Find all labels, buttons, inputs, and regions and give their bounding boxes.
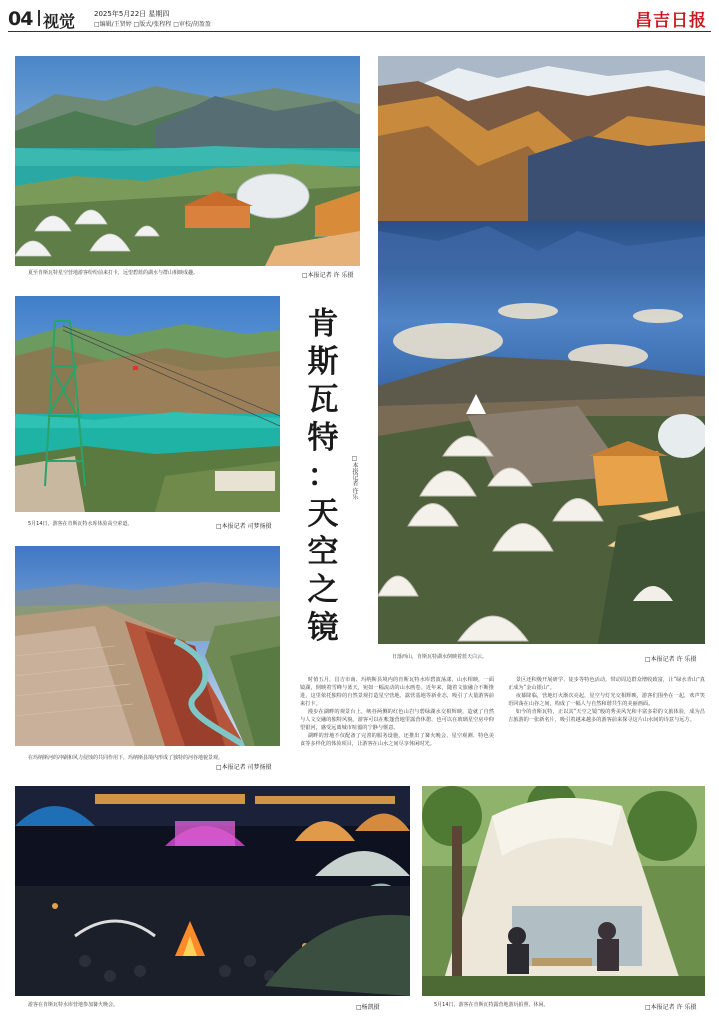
photo-credit-5: □杨凯摄 (356, 1004, 380, 1011)
photo-credit-6: □本报记者 许 乐摄 (645, 1004, 697, 1011)
photo-lake-domes (15, 56, 360, 266)
photo-caption-3: 在玛纳斯河的冲刷和风力侵蚀的共同作用下，玛纳斯县境内形成了独特的河谷地貌景观。 (28, 755, 224, 761)
photo-caption-2: 5月14日，游客在肯斯瓦特水库体验高空索道。 (28, 521, 133, 527)
photo-tent-visitors (422, 786, 705, 996)
title-char: 镜 (307, 610, 339, 646)
title-char: 特 (307, 420, 339, 456)
editor-credits: □编辑/王贤婷 □版式/张程程 □审校/胡盈盈 (94, 21, 211, 28)
body-paragraph: 景区还积极开展研学、徒步等特色活动，带动周边群众增收致富，让“绿水青山”真正成为“金山银山”。 (508, 677, 705, 691)
page-header (8, 6, 711, 32)
body-paragraph: 漫步在湖畔的观景台上，峡谷两侧的红色山岩与碧绿湖水交相辉映，造就了自然与人文交融的独特风貌。游客可以在帐篷营地里露营休憩，也可以在玻璃星空房中仰望银河，感受远离城市喧嚣的宁静与惬意。 (300, 709, 494, 731)
title-char: 空 (307, 534, 339, 570)
photo-night-bonfire (15, 786, 410, 996)
article-body-right (508, 676, 705, 724)
photo-canyon-river (15, 546, 280, 746)
title-char: ： (307, 458, 339, 494)
section-name: 视觉 (43, 12, 76, 31)
body-paragraph: 如今的肯斯瓦特，正以其“天空之镜”般的秀美风光和丰富多彩的文旅体验，成为昌吉旅游的一张新名片，吸引着越来越多的游客前来探寻这片山水间的诗意与远方。 (508, 709, 705, 723)
header-divider (38, 10, 40, 26)
photo-credit-1: □本报记者 许 乐摄 (302, 272, 354, 279)
body-paragraph: 时值五月，昌吉市南、玛纳斯县境内的肯斯瓦特水库碧波荡漾、山水相映，一面镜湖，倒映着雪峰与蓝天，宛如一幅流动的山水画卷。近年来，随着文旅融合不断推进，这里依托独特的自然景观打造星空营地、露营基地等新业态，吸引了大量游客前来打卡。 (300, 677, 494, 707)
body-paragraph: 夜幕降临，营地灯火渐次亮起，星空与灯光交相辉映，游客们围坐在一起，欢声笑语回荡在山谷之间，构成了一幅人与自然和谐共生的美丽画面。 (508, 693, 705, 707)
title-char: 瓦 (307, 382, 339, 418)
title-char: 之 (307, 572, 339, 608)
article-title (300, 305, 346, 647)
title-char: 斯 (307, 344, 339, 380)
title-char: 肯 (307, 306, 339, 342)
photo-credit-4: □本报记者 许 乐摄 (645, 656, 697, 663)
article-body-left (300, 676, 494, 748)
article-byline: □本报记者 许乐 (351, 455, 358, 500)
photo-caption-5: 游客在肯斯瓦特水库营地参加篝火晚会。 (28, 1002, 119, 1008)
photo-caption-1: 夏至肯斯瓦特星空营地游客纷纷前来打卡，远望碧蓝的湖水与群山相映成趣。 (28, 270, 199, 276)
photo-cable-tower (15, 296, 280, 512)
issue-date: 2025年5月22日 星期四 (94, 10, 170, 18)
body-paragraph: 湖畔的营地不仅配备了完善的服务设施，还推出了篝火晚会、星空观测、特色美食等多样化的体验项目，让游客在山水之间尽享休闲时光。 (300, 733, 494, 747)
page-number: 04 (8, 8, 33, 30)
photo-credit-2: □本报记者 司梦扬摄 (216, 523, 272, 530)
photo-caption-6: 5月14日，游客在肯斯瓦特露营地游玩拍照、休闲。 (434, 1002, 549, 1008)
photo-caption-4: 日落西山，肯斯瓦特湖水倒映着蓝天白云。 (392, 654, 488, 660)
photo-mirror-lake-camp (378, 56, 705, 644)
photo-credit-3: □本报记者 司梦扬摄 (216, 764, 272, 771)
title-char: 天 (307, 496, 339, 532)
newspaper-logo: 昌吉日报 (635, 11, 707, 31)
